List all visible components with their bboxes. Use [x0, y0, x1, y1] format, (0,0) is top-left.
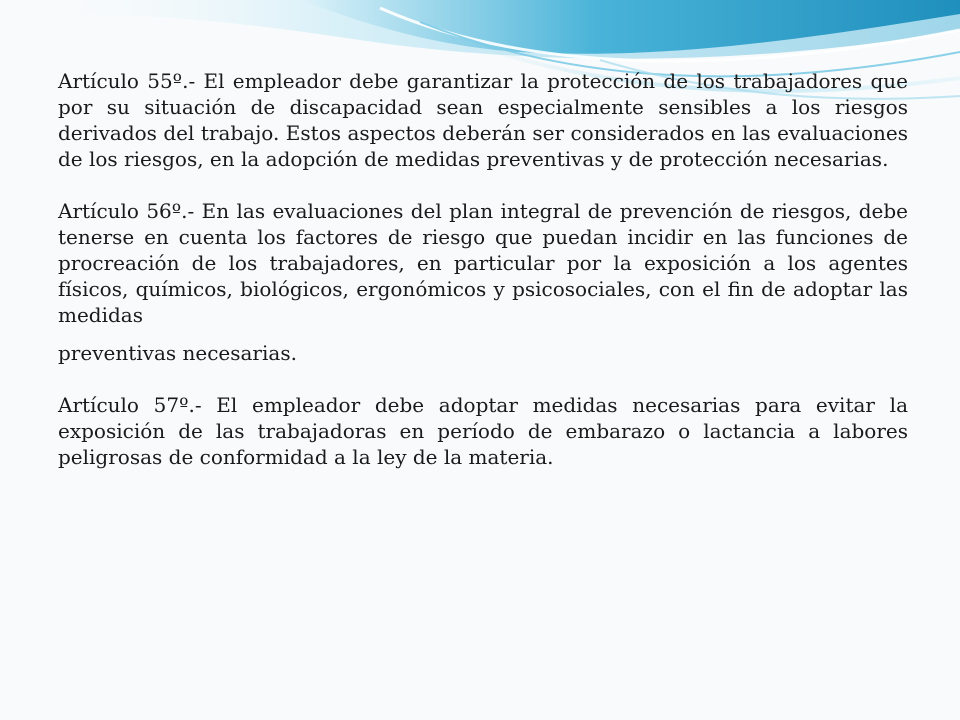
article-56-continuation: preventivas necesarias. — [58, 341, 297, 365]
article-text-block — [58, 68, 908, 470]
article-55-paragraph: Artículo 55º.- El empleador debe garantizar la protección de los trabajadores que por su situación de discapacidad sean especialmente sensibles a los riesgos derivados del trabajo. Estos aspectos deberán ser considerados en las evaluaciones de los riesgos, en la adopción de medidas preventivas y de protección necesarias. — [58, 69, 908, 171]
article-57-paragraph: Artículo 57º.- El empleador debe adoptar medidas necesarias para evitar la exposición de las trabajadoras en período de embarazo o lactancia a labores peligrosas de conformidad a la ley de la materia. — [58, 393, 908, 469]
article-56-paragraph: Artículo 56º.- En las evaluaciones del plan integral de prevención de riesgos, debe tenerse en cuenta los factores de riesgo que puedan incidir en las funciones de procreación de los trabajadores, en particular por la exposición a los agentes físicos, químicos, biológicos, ergonómicos y psicosociales, con el fin de adoptar las medidas — [58, 199, 908, 327]
